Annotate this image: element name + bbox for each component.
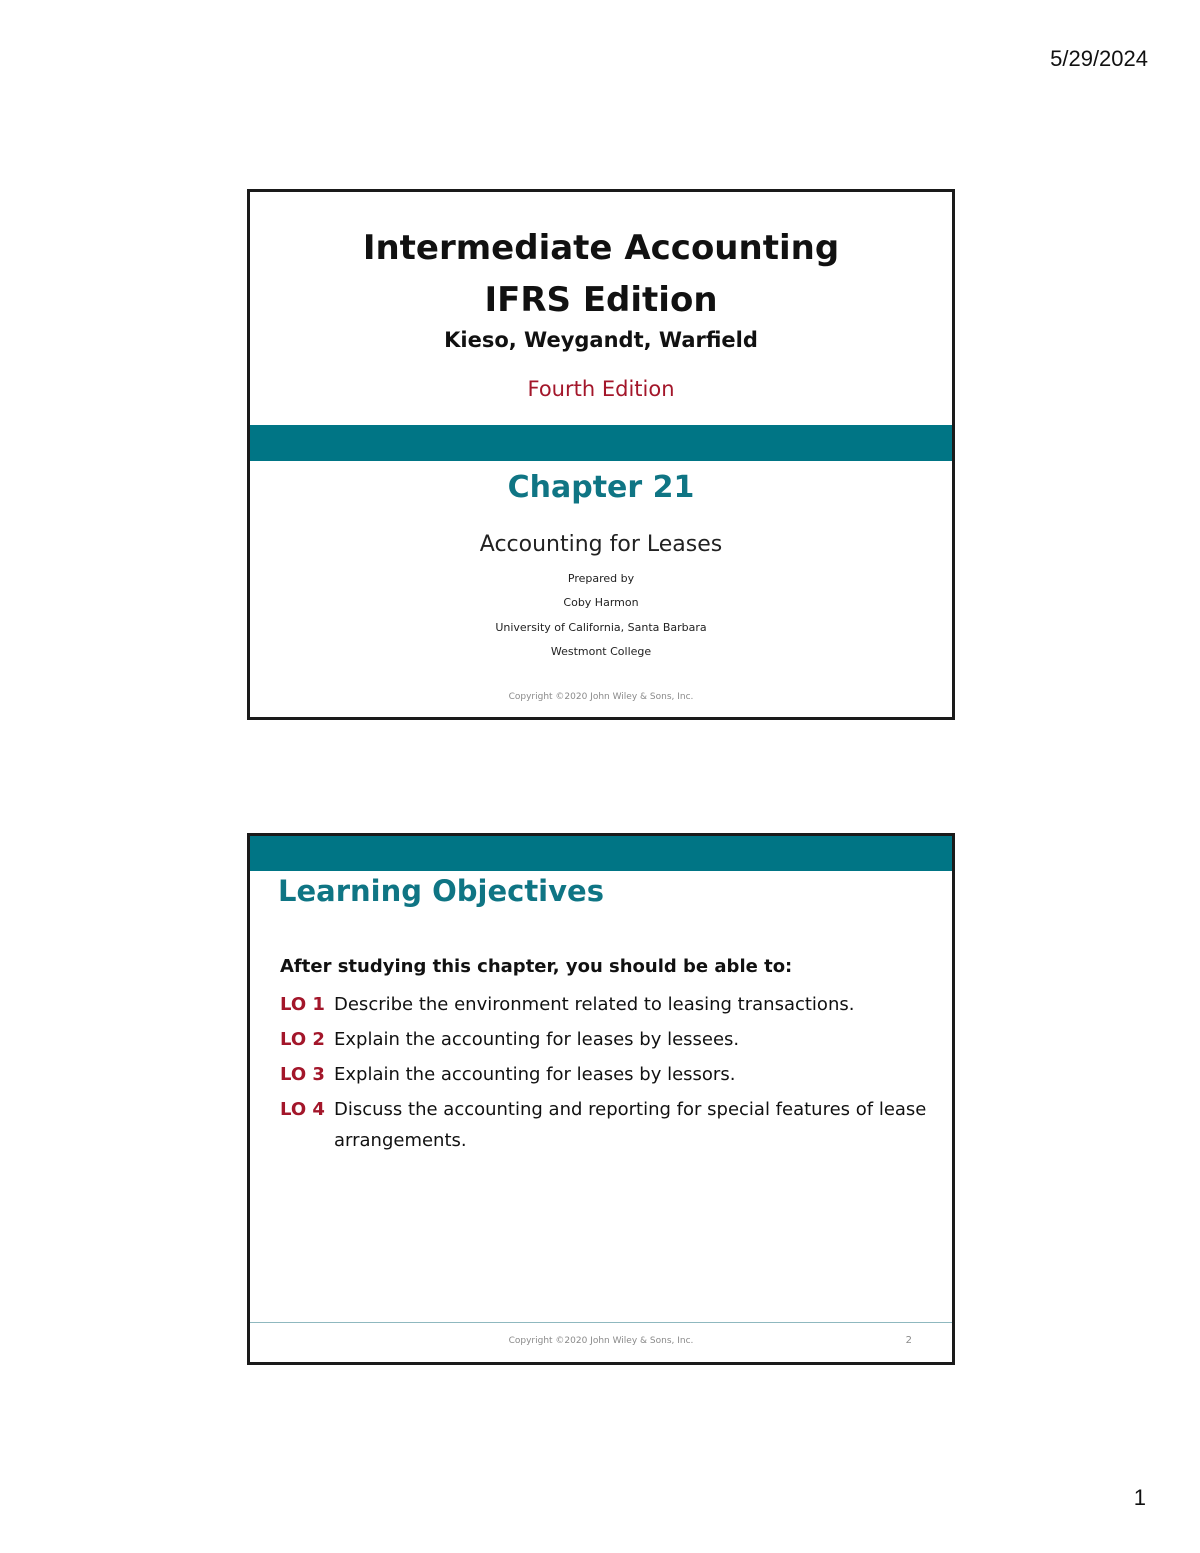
- slide-title: [250, 222, 952, 326]
- page-date: 5/29/2024: [1050, 46, 1148, 71]
- objective-code: LO 3: [280, 1064, 325, 1085]
- authors: Kieso, Weygandt, Warfield: [444, 328, 758, 352]
- slide-heading: Learning Objectives: [278, 874, 604, 908]
- objective-text: Explain the accounting for leases by lessees.: [334, 1029, 740, 1050]
- objective-code: LO 2: [280, 1029, 325, 1050]
- footer-divider: [250, 1322, 952, 1323]
- chapter-subtitle: Accounting for Leases: [479, 532, 723, 557]
- teal-band: [250, 425, 952, 461]
- preparer-university: University of California, Santa Barbara: [495, 621, 707, 634]
- edition: Fourth Edition: [527, 377, 675, 401]
- chapter-title: Chapter 21: [507, 470, 695, 505]
- slide-number: 2: [905, 1335, 912, 1346]
- objective-code: LO 4: [280, 1099, 325, 1120]
- objective-item: [280, 989, 930, 1020]
- title-line-1: Intermediate Accounting: [362, 228, 840, 268]
- objective-code: LO 1: [280, 994, 325, 1015]
- preparer-name: Coby Harmon: [563, 596, 639, 609]
- prepared-by-label: Prepared by: [567, 572, 635, 585]
- objectives-intro: After studying this chapter, you should be able to:: [280, 956, 793, 977]
- slide-copyright: Copyright ©2020 John Wiley & Sons, Inc.: [508, 692, 694, 702]
- title-slide: [247, 189, 955, 720]
- preparer-college: Westmont College: [550, 645, 652, 658]
- learning-objectives-slide: [247, 833, 955, 1365]
- slide-copyright: Copyright ©2020 John Wiley & Sons, Inc.: [508, 1336, 694, 1346]
- page-number: 1: [1133, 1485, 1146, 1510]
- title-line-2: IFRS Edition: [484, 280, 718, 320]
- teal-band: [250, 836, 952, 871]
- objectives-list: [280, 989, 930, 1160]
- objective-text: Discuss the accounting and reporting for special features of lease arrangements.: [334, 1099, 927, 1151]
- objective-item: [280, 1094, 930, 1156]
- objective-text: Explain the accounting for leases by lessors.: [334, 1064, 736, 1085]
- objective-item: [280, 1024, 930, 1055]
- objective-text: Describe the environment related to leasing transactions.: [334, 994, 855, 1015]
- objective-item: [280, 1059, 930, 1090]
